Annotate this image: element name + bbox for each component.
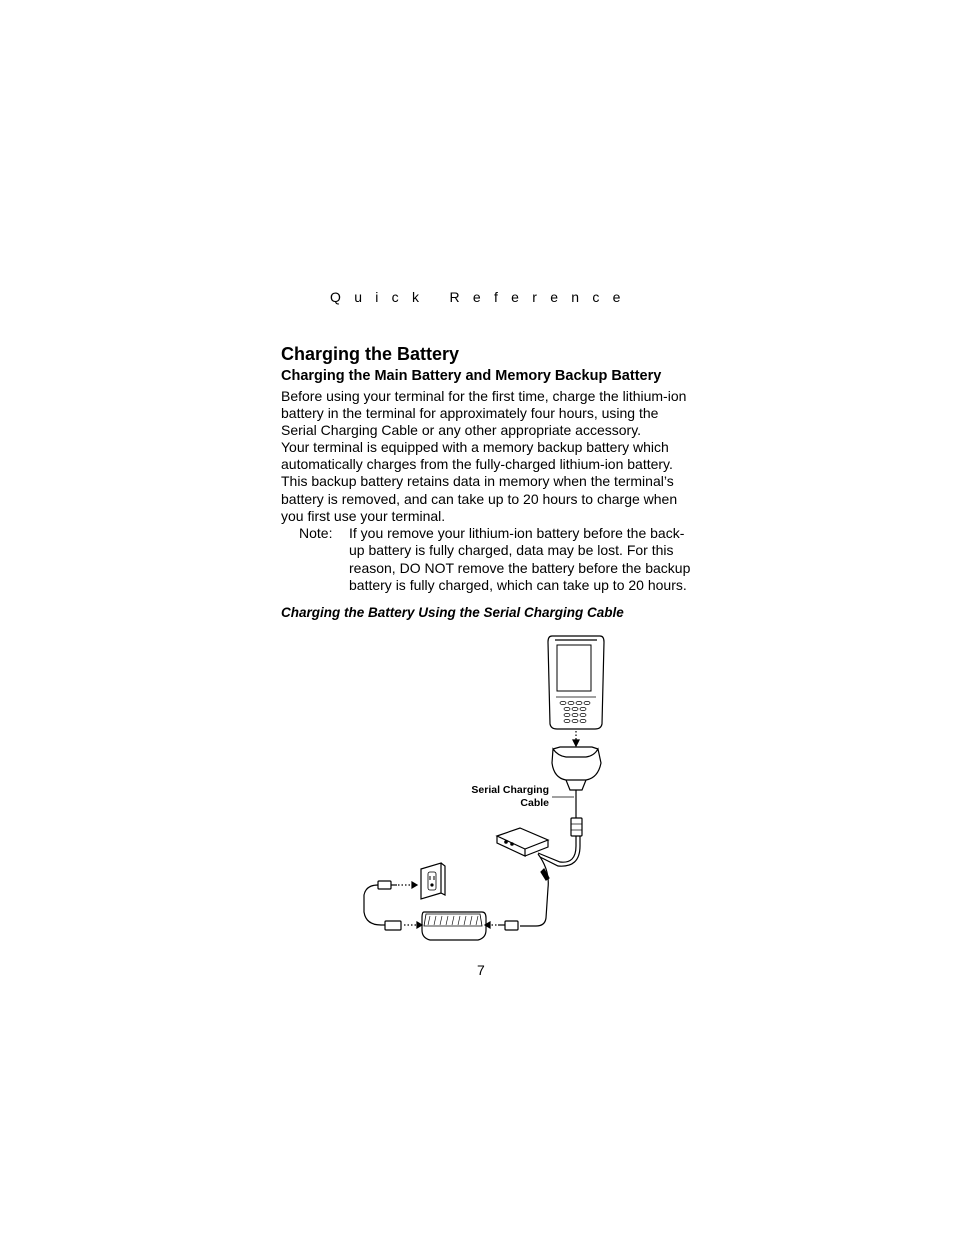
body-paragraph-1: Before using your terminal for the first time, charge the lithium-ion battery in the terminal for approximately four hours, using the Serial Charging Cable or any other appropriate accessory.	[281, 388, 687, 439]
charging-illustration	[350, 625, 680, 955]
figure-caption: Charging the Battery Using the Serial Charging Cable	[281, 605, 624, 620]
note-label: Note:	[299, 525, 333, 541]
wall-outlet-icon	[421, 863, 445, 899]
handheld-terminal-icon	[548, 636, 604, 729]
running-head: Quick Reference	[330, 289, 634, 305]
section-subheading: Charging the Main Battery and Memory Backup Battery	[281, 368, 662, 384]
ac-adapter-icon	[422, 912, 486, 940]
note-text: If you remove your lithium-ion battery before the back-up battery is fully charged, data may be lost. For this reason, DO NOT remove the battery before the backup battery is fully charged, which can take up to 20 hours.	[349, 525, 691, 594]
callout-line-1: Serial Charging	[471, 784, 549, 796]
page-heading: Charging the Battery	[281, 344, 460, 364]
charging-cup-icon	[552, 747, 601, 790]
serial-connector-icon	[497, 828, 548, 856]
callout-line-2: Cable	[520, 797, 549, 809]
page-number: 7	[477, 962, 485, 978]
body-paragraph-2: Your terminal is equipped with a memory backup battery which automatically charges from the fully-charged lithium-ion battery. This backup battery retains data in memory when the terminal’s battery is removed, and can take up to 20 hours to charge when you first use your terminal.	[281, 439, 678, 524]
